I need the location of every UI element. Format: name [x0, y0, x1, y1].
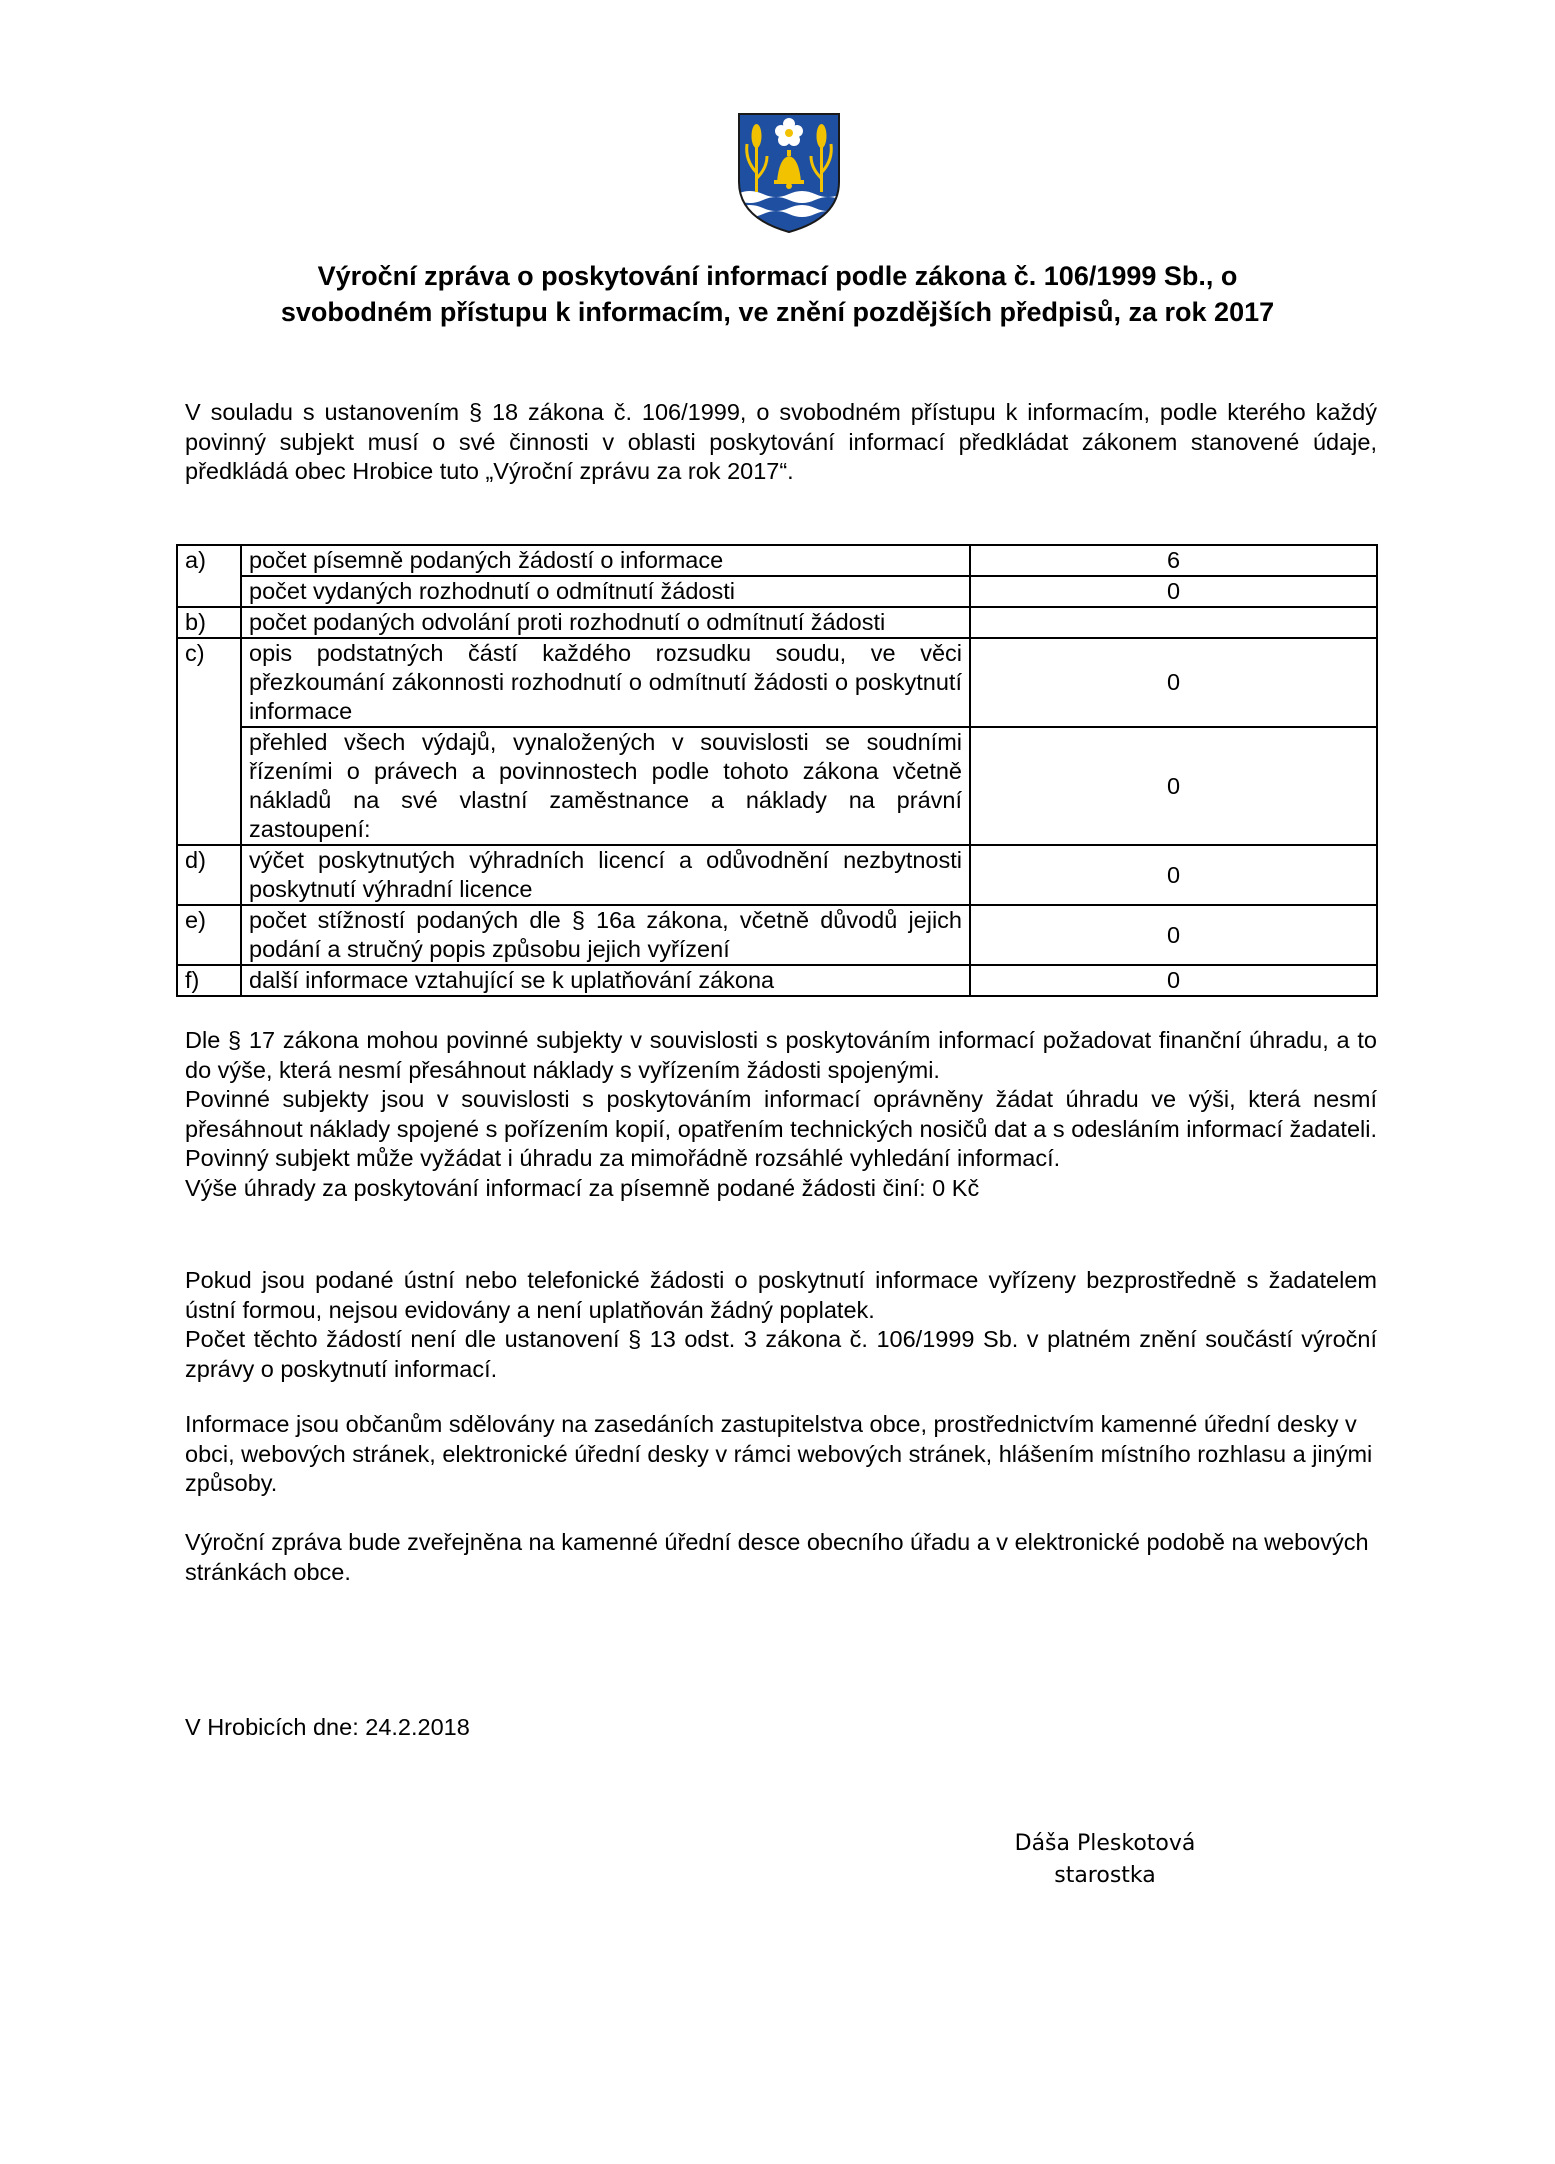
- table-row: [177, 576, 1377, 607]
- fees-paragraph-3: Výše úhrady za poskytování informací za písemně podané žádosti činí: 0 Kč: [185, 1174, 980, 1201]
- row-value: 0: [970, 965, 1377, 996]
- row-value: 0: [970, 638, 1377, 727]
- oral-paragraph-2: Počet těchto žádostí není dle ustanovení § 13 odst. 3 zákona č. 106/1999 Sb. v platném znění součástí výroční zprávy o poskytnutí informací.: [185, 1326, 1377, 1382]
- row-description: opis podstatných částí každého rozsudku soudu, ve věci přezkoumání zákonnosti rozhodnutí o odmítnutí žádosti o poskytnutí informace: [241, 638, 970, 727]
- table-row: [177, 638, 1377, 727]
- intro-paragraph: V souladu s ustanovením § 18 zákona č. 106/1999, o svobodném přístupu k informacím, podle kterého každý povinný subjekt musí o své činnosti v oblasti poskytování informací předkládat zákonem stanovené údaje, předkládá obec Hrobice tuto „Výroční zprávu za rok 2017“.: [185, 399, 1377, 484]
- fees-section: [185, 1026, 1377, 1203]
- row-letter: f): [177, 965, 241, 996]
- title-line-2: svobodném přístupu k informacím, ve znění pozdějších předpisů, za rok 2017: [280, 297, 1275, 327]
- oral-paragraph-1: Pokud jsou podané ústní nebo telefonické žádosti o poskytnutí informace vyřízeny bezprostředně s žadatelem ústní formou, nejsou evidovány a není uplatňován žádný poplatek.: [185, 1267, 1377, 1323]
- row-letter: [177, 727, 241, 845]
- title-line-1: Výroční zpráva o poskytování informací podle zákona č. 106/1999 Sb., o: [317, 261, 1238, 291]
- row-value: 6: [970, 545, 1377, 576]
- row-description: počet vydaných rozhodnutí o odmítnutí žádosti: [241, 576, 970, 607]
- row-value: [970, 607, 1377, 638]
- row-letter: a): [177, 545, 241, 576]
- oral-requests-section: [185, 1266, 1377, 1384]
- signer-role: starostka: [1054, 1863, 1156, 1888]
- row-description: přehled všech výdajů, vynaložených v souvislosti se soudními řízeními o právech a povinnostech podle tohoto zákona včetně nákladů na své vlastní zaměstnance a náklady na právní zastoupení:: [241, 727, 970, 845]
- table-row: [177, 727, 1377, 845]
- row-letter: d): [177, 845, 241, 905]
- row-letter: e): [177, 905, 241, 965]
- fees-paragraph-1: Dle § 17 zákona mohou povinné subjekty v souvislosti s poskytováním informací požadovat finanční úhradu, a to do výše, která nesmí přesáhnout náklady s vyřízením žádosti spojenými.: [185, 1027, 1377, 1083]
- signature-block: [960, 1828, 1250, 1892]
- table-row: [177, 545, 1377, 576]
- coat-of-arms-icon: [737, 112, 841, 234]
- report-table: [176, 544, 1378, 997]
- row-description: výčet poskytnutých výhradních licencí a odůvodnění nezbytnosti poskytnutí výhradní licence: [241, 845, 970, 905]
- publication-paragraph: Výroční zpráva bude zveřejněna na kamenné úřední desce obecního úřadu a v elektronické podobě na webových stránkách obce.: [185, 1529, 1369, 1585]
- row-letter: b): [177, 607, 241, 638]
- row-description: počet stížností podaných dle § 16a zákona, včetně důvodů jejich podání a stručný popis způsobu jejich vyřízení: [241, 905, 970, 965]
- row-letter: [177, 576, 241, 607]
- table-row: [177, 607, 1377, 638]
- document-title: [150, 258, 1405, 330]
- row-letter: c): [177, 638, 241, 727]
- row-value: 0: [970, 845, 1377, 905]
- table-row: [177, 965, 1377, 996]
- row-value: 0: [970, 727, 1377, 845]
- row-value: 0: [970, 576, 1377, 607]
- row-value: 0: [970, 905, 1377, 965]
- date-line: V Hrobicích dne: 24.2.2018: [185, 1714, 470, 1740]
- row-description: další informace vztahující se k uplatňování zákona: [241, 965, 970, 996]
- signer-name: Dáša Pleskotová: [1014, 1831, 1196, 1856]
- row-description: počet podaných odvolání proti rozhodnutí o odmítnutí žádosti: [241, 607, 970, 638]
- fees-paragraph-2: Povinné subjekty jsou v souvislosti s poskytováním informací oprávněny žádat úhradu ve výši, která nesmí přesáhnout náklady spojené s pořízením kopií, opatřením technických nosičů dat a s odesláním informací žadateli. Povinný subjekt může vyžádat i úhradu za mimořádně rozsáhlé vyhledání informací.: [185, 1086, 1377, 1171]
- table-row: [177, 905, 1377, 965]
- row-description: počet písemně podaných žádostí o informace: [241, 545, 970, 576]
- table-row: [177, 845, 1377, 905]
- channels-paragraph: Informace jsou občanům sdělovány na zasedáních zastupitelstva obce, prostřednictvím kamenné úřední desky v obci, webových stránek, elektronické úřední desky v rámci webových stránek, hlášením místního rozhlasu a jinými způsoby.: [185, 1411, 1373, 1496]
